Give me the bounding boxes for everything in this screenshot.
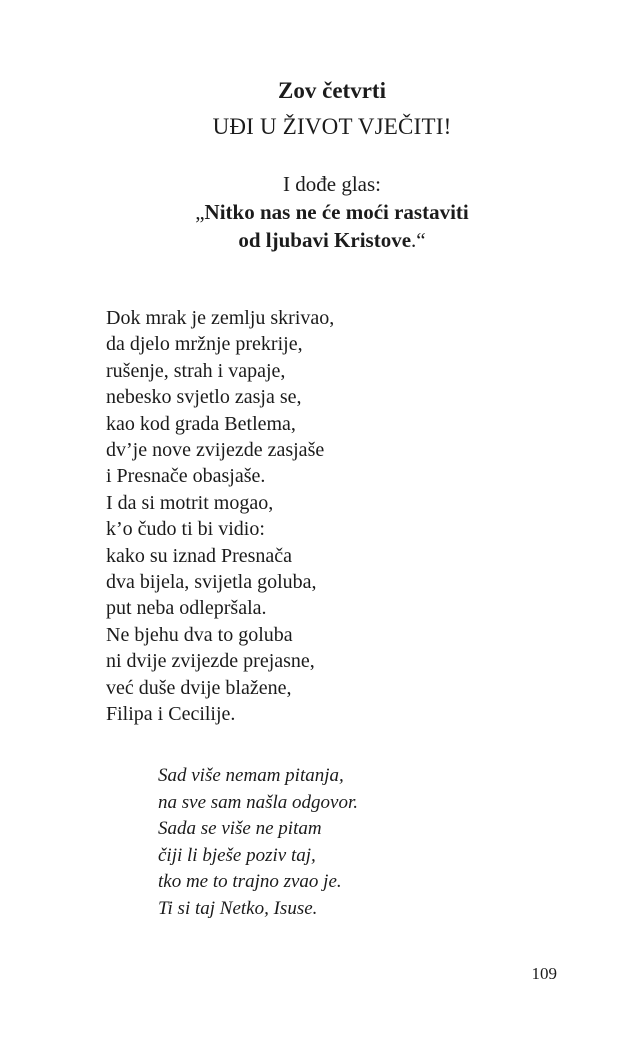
stanza-line: ni dvije zvijezde prejasne, (106, 650, 315, 673)
quote-close-mark: .“ (411, 228, 426, 252)
stanza-line: da djelo mržnje prekrije, (106, 333, 303, 356)
coda-line: Ti si taj Netko, Isuse. (158, 897, 318, 919)
coda-line: Sad više nemam pitanja, (158, 765, 344, 786)
stanza-line: nebesko svjetlo zasja se, (106, 386, 302, 409)
coda-line: čiji li bješe poziv taj, (158, 844, 316, 866)
stanza-line: Dok mrak je zemlju skrivao, (106, 307, 335, 329)
poem-subtitle: UĐI U ŽIVOT VJEČITI! (212, 114, 452, 139)
poem-stanza (106, 305, 334, 728)
coda-line: na sve sam našla odgovor. (158, 791, 359, 813)
quote-open-mark: „ (195, 200, 205, 224)
quote-line-2: od ljubavi Kristove (238, 228, 412, 252)
quote-line-1: Nitko nas ne će moći rastaviti (204, 200, 469, 224)
stanza-line: kako su iznad Presnača (106, 544, 293, 567)
stanza-line: Filipa i Cecilije. (106, 703, 236, 726)
stanza-line: dv’je nove zvijezde zasjaše (106, 439, 325, 462)
stanza-line: rušenje, strah i vapaje, (106, 359, 286, 382)
stanza-line: put neba odlepršala. (106, 597, 267, 620)
coda-line: tko me to trajno zvao je. (158, 871, 342, 893)
stanza-line: I da si motrit mogao, (106, 491, 274, 514)
stanza-line: kao kod grada Betlema, (106, 412, 296, 435)
stanza-line: dva bijela, svijetla goluba, (106, 571, 317, 594)
stanza-line: k’o čudo ti bi vidio: (106, 518, 265, 541)
poem-coda (158, 763, 358, 923)
stanza-line: već duše dvije blažene, (106, 676, 292, 699)
epigraph-quote (0, 198, 637, 254)
poem-title: Zov četvrti (278, 78, 386, 103)
epigraph-intro: I dođe glas: (283, 172, 381, 196)
coda-line: Sada se više ne pitam (158, 818, 322, 840)
stanza-line: i Presnače obasjaše. (106, 465, 266, 488)
stanza-line: Ne bjehu dva to goluba (106, 623, 293, 646)
page-number: 109 (531, 964, 557, 983)
